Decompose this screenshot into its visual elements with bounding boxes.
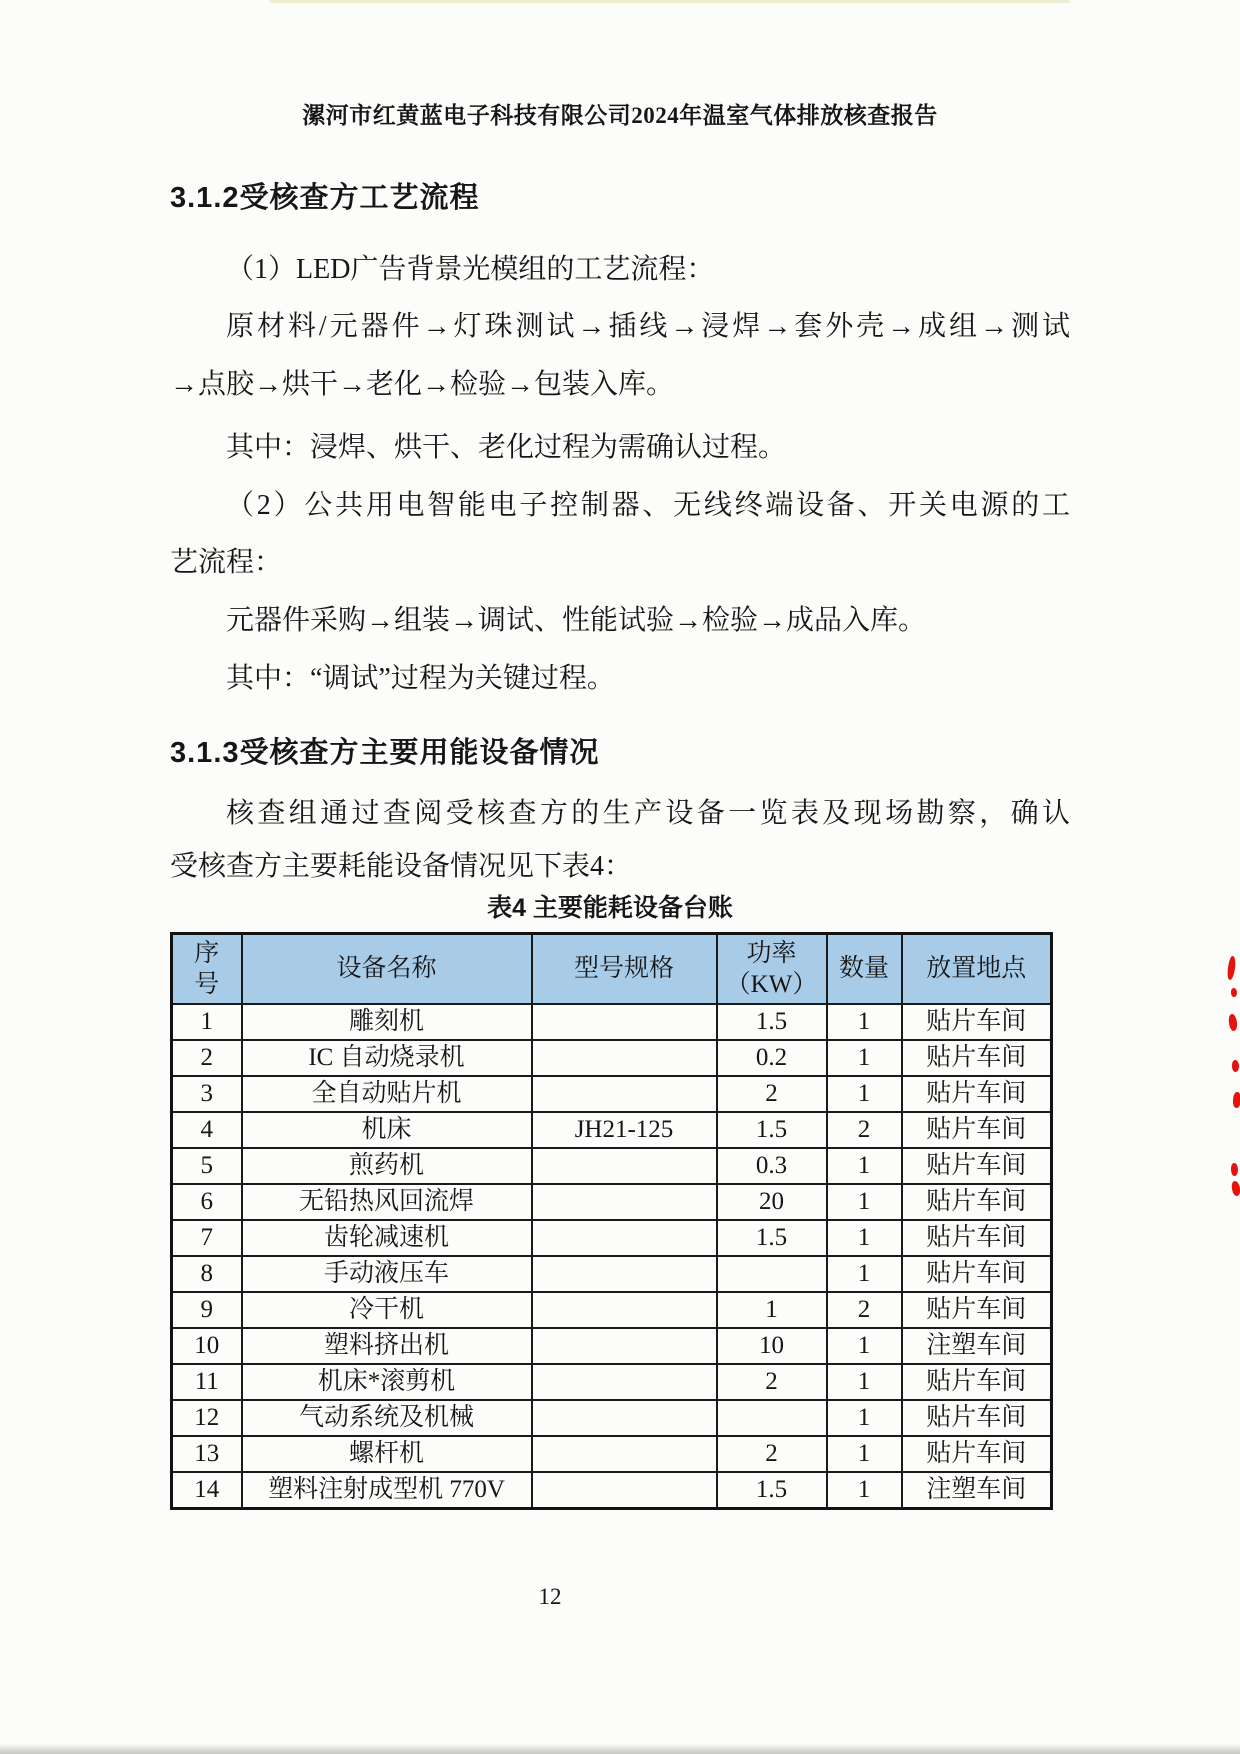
column-header-device-name: 设备名称 [242,934,532,1005]
cell-model: JH21-125 [532,1112,717,1148]
page-number: 12 [538,1584,562,1609]
cell-power: 0.2 [717,1040,827,1076]
paragraph-verification-line2: 受核查方主要耗能设备情况见下表4： [170,851,633,882]
table-row [172,1292,1052,1328]
cell-model [532,1400,717,1436]
paragraph-led-process-intro: （1）LED广告背景光模组的工艺流程： [226,254,715,285]
equipment-table-container [170,932,1050,1510]
cell-index: 8 [172,1256,242,1292]
cell-device-name: 冷干机 [242,1292,532,1328]
equipment-table-header [172,934,1052,1005]
table-row [172,1364,1052,1400]
table-row [172,1004,1052,1040]
cell-power: 0.3 [717,1148,827,1184]
cell-location: 贴片车间 [902,1004,1052,1040]
paragraph-component-flow: 元器件采购→组装→调试、性能试验→检验→成品入库。 [226,605,927,636]
cell-power: 1.5 [717,1004,827,1040]
table-row [172,1328,1052,1364]
paragraph-controller-intro-line2: 艺流程： [170,547,283,578]
cell-location: 贴片车间 [902,1436,1052,1472]
paragraph-verification-line1: 核查组通过查阅受核查方的生产设备一览表及现场勘察，确认 [226,798,1070,829]
cell-index: 7 [172,1220,242,1256]
scan-artifact-top-line [270,0,1070,3]
cell-index: 6 [172,1184,242,1220]
paragraph-led-flow-line2: →点胶→烘干→老化→检验→包装入库。 [170,369,675,400]
cell-model [532,1220,717,1256]
cell-index: 4 [172,1112,242,1148]
cell-power: 2 [717,1076,827,1112]
cell-index: 10 [172,1328,242,1364]
cell-device-name: 机床 [242,1112,532,1148]
cell-device-name: 气动系统及机械 [242,1400,532,1436]
cell-index: 9 [172,1292,242,1328]
cell-power [717,1256,827,1292]
cell-location: 贴片车间 [902,1220,1052,1256]
column-header-index [172,934,242,1005]
paragraph-confirm-processes: 其中：浸焊、烘干、老化过程为需确认过程。 [226,432,787,463]
cell-model [532,1148,717,1184]
table-row [172,1040,1052,1076]
table-row [172,1076,1052,1112]
section-heading-3-1-3: 3.1.3受核查方主要用能设备情况 [170,737,600,769]
cell-quantity: 1 [827,1472,902,1509]
red-ink-mark [1232,1092,1240,1109]
document-header-title: 漯河市红黄蓝电子科技有限公司2024年温室气体排放核查报告 [302,103,938,128]
cell-device-name: 雕刻机 [242,1004,532,1040]
cell-quantity: 1 [827,1400,902,1436]
column-header-quantity: 数量 [827,934,902,1005]
cell-index: 5 [172,1148,242,1184]
cell-power: 1 [717,1292,827,1328]
cell-power [717,1400,827,1436]
table-row [172,1184,1052,1220]
cell-index: 14 [172,1472,242,1509]
red-ink-mark [1231,988,1237,997]
cell-device-name: 手动液压车 [242,1256,532,1292]
cell-quantity: 1 [827,1364,902,1400]
cell-location: 贴片车间 [902,1040,1052,1076]
cell-model [532,1436,717,1472]
column-header-location: 放置地点 [902,934,1052,1005]
red-ink-mark [1226,956,1236,981]
equipment-table-body [172,1004,1052,1509]
table-row [172,1112,1052,1148]
cell-device-name: 螺杆机 [242,1436,532,1472]
cell-location: 注塑车间 [902,1472,1052,1509]
column-header-index-line2: 号 [194,971,220,998]
column-header-model: 型号规格 [532,934,717,1005]
cell-device-name: 塑料注射成型机 770V [242,1472,532,1509]
section-heading-3-1-2: 3.1.2受核查方工艺流程 [170,182,480,214]
cell-index: 2 [172,1040,242,1076]
cell-index: 1 [172,1004,242,1040]
column-header-index-line1: 序 [194,939,220,967]
cell-location: 贴片车间 [902,1292,1052,1328]
cell-device-name: 煎药机 [242,1148,532,1184]
cell-model [532,1472,717,1509]
cell-quantity: 1 [827,1184,902,1220]
cell-power: 10 [717,1328,827,1364]
equipment-table [170,932,1053,1510]
cell-device-name: 无铅热风回流焊 [242,1184,532,1220]
cell-power: 2 [717,1436,827,1472]
cell-quantity: 1 [827,1328,902,1364]
cell-index: 12 [172,1400,242,1436]
cell-quantity: 1 [827,1256,902,1292]
cell-quantity: 2 [827,1292,902,1328]
cell-index: 11 [172,1364,242,1400]
red-ink-mark [1232,1060,1239,1072]
table-header-row [172,934,1052,1005]
cell-location: 注塑车间 [902,1328,1052,1364]
table-row [172,1400,1052,1436]
cell-power: 1.5 [717,1112,827,1148]
cell-model [532,1040,717,1076]
scan-artifact-bottom-edge [0,1744,1240,1754]
cell-device-name: 齿轮减速机 [242,1220,532,1256]
cell-location: 贴片车间 [902,1400,1052,1436]
red-ink-mark [1231,1181,1240,1197]
cell-device-name: IC 自动烧录机 [242,1040,532,1076]
cell-power: 2 [717,1364,827,1400]
column-header-power-line1: 功率 [746,939,797,967]
cell-index: 13 [172,1436,242,1472]
table-row [172,1472,1052,1509]
table-row [172,1148,1052,1184]
cell-power: 20 [717,1184,827,1220]
cell-quantity: 2 [827,1112,902,1148]
cell-quantity: 1 [827,1076,902,1112]
cell-location: 贴片车间 [902,1256,1052,1292]
cell-location: 贴片车间 [902,1148,1052,1184]
paragraph-controller-intro-line1: （2）公共用电智能电子控制器、无线终端设备、开关电源的工 [226,490,1070,521]
table-4-title: 表4 主要能耗设备台账 [487,894,733,922]
cell-power: 1.5 [717,1472,827,1509]
table-row [172,1256,1052,1292]
cell-model [532,1004,717,1040]
column-header-power-line2: （KW） [725,971,818,998]
cell-location: 贴片车间 [902,1184,1052,1220]
cell-model [532,1292,717,1328]
cell-device-name: 机床*滚剪机 [242,1364,532,1400]
cell-model [532,1076,717,1112]
paragraph-led-flow-line1: 原材料/元器件→灯珠测试→插线→浸焊→套外壳→成组→测试 [226,311,1070,342]
table-row [172,1436,1052,1472]
cell-device-name: 全自动贴片机 [242,1076,532,1112]
cell-device-name: 塑料挤出机 [242,1328,532,1364]
cell-quantity: 1 [827,1040,902,1076]
table-row [172,1220,1052,1256]
cell-location: 贴片车间 [902,1112,1052,1148]
red-ink-mark [1228,1014,1238,1032]
cell-index: 3 [172,1076,242,1112]
red-ink-mark [1231,1163,1238,1176]
cell-quantity: 1 [827,1004,902,1040]
column-header-power [717,934,827,1005]
cell-power: 1.5 [717,1220,827,1256]
paragraph-key-process: 其中：“调试”过程为关键过程。 [226,663,615,694]
cell-location: 贴片车间 [902,1364,1052,1400]
cell-model [532,1364,717,1400]
cell-model [532,1184,717,1220]
cell-quantity: 1 [827,1436,902,1472]
cell-location: 贴片车间 [902,1076,1052,1112]
cell-model [532,1256,717,1292]
cell-quantity: 1 [827,1148,902,1184]
cell-model [532,1328,717,1364]
cell-quantity: 1 [827,1220,902,1256]
